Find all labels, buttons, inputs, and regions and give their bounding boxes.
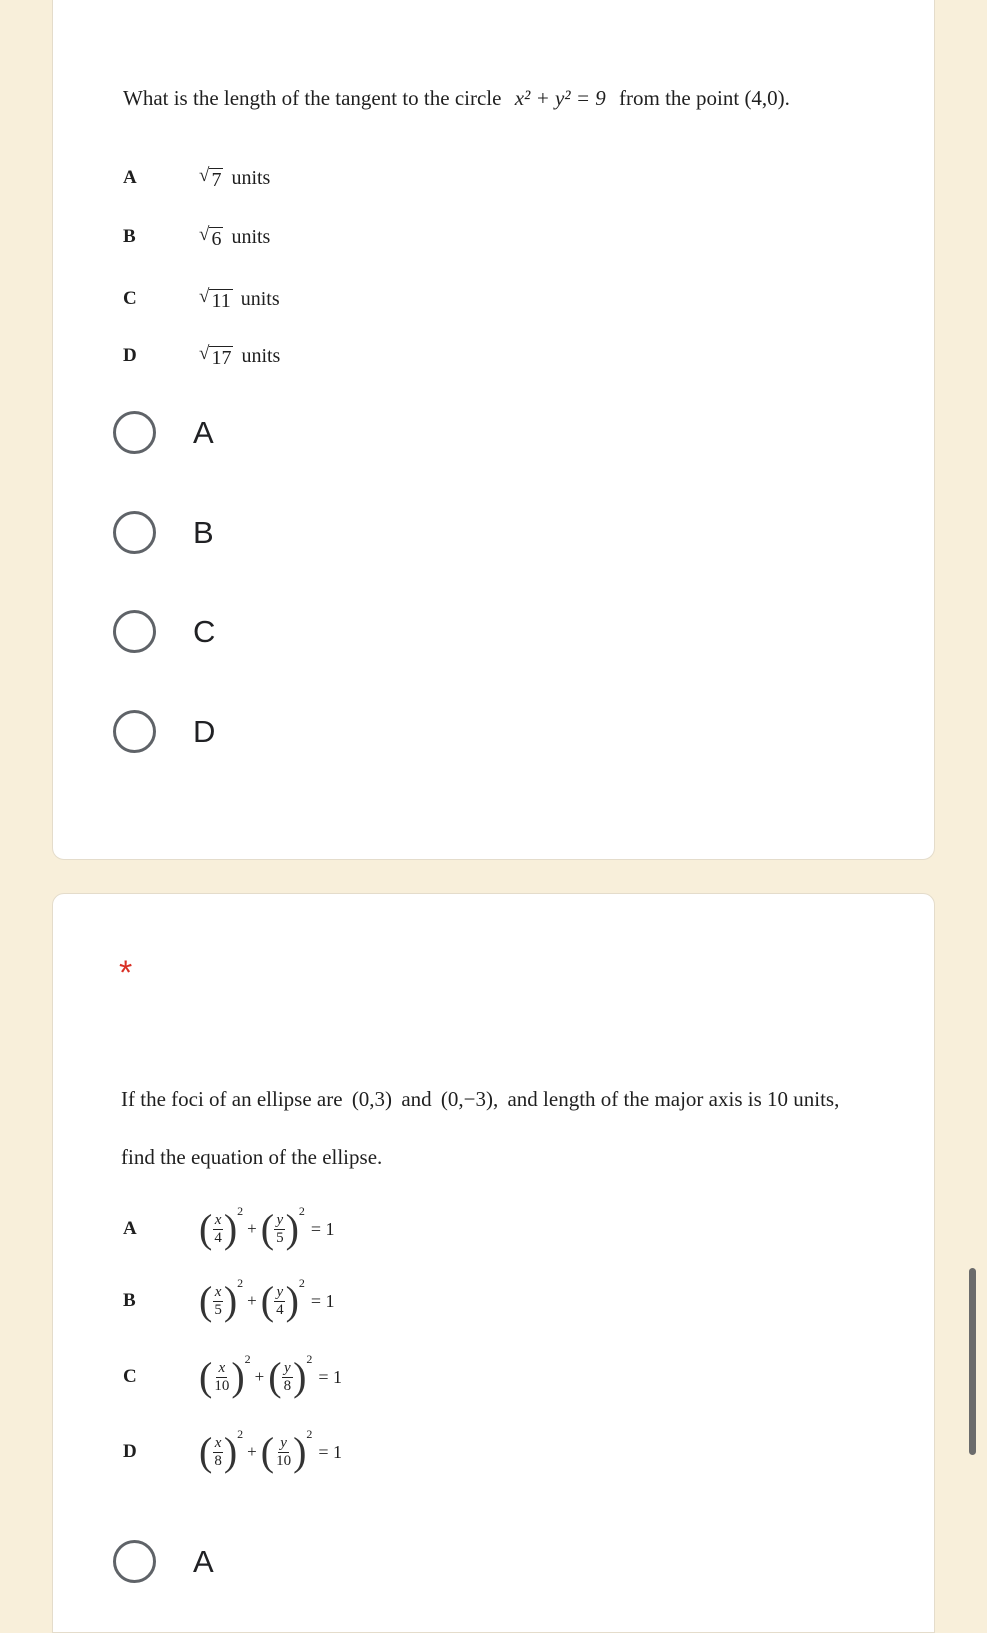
q2-radio-a[interactable] — [113, 1540, 214, 1583]
q2-focus-2: (0,−3), — [440, 1087, 499, 1111]
radio-label: D — [193, 714, 216, 749]
question-2-line-1 — [121, 1087, 839, 1112]
sqrt-expression: √ 6 — [199, 224, 222, 250]
radio-circle[interactable] — [113, 1540, 156, 1583]
question-card-2 — [52, 893, 935, 1633]
q2-option-c — [123, 1350, 342, 1404]
q1-point: (4,0). — [744, 86, 790, 110]
q1-option-b — [123, 217, 270, 257]
radio-label: B — [193, 515, 214, 550]
ellipse-equation: ( $\frac{x}{8}$ ) 2 + ( $\frac{y}{10}$ ) 2 = 1 — [199, 1426, 343, 1474]
radio-circle[interactable] — [113, 511, 156, 554]
q2-text-line2: find the equation of the ellipse. — [121, 1145, 383, 1169]
option-unit: units — [241, 344, 281, 367]
sqrt-expression: √ 7 — [199, 165, 222, 191]
ellipse-equation: ( $\frac{x}{4}$ ) 2 + ( $\frac{y}{5}$ ) 2 = 1 — [199, 1203, 335, 1251]
q2-focus-1: (0,3) — [351, 1087, 393, 1111]
q1-radio-c[interactable] — [113, 610, 216, 653]
radicand: 11 — [211, 290, 231, 312]
q1-option-d — [123, 336, 280, 376]
option-letter: A — [123, 1218, 137, 1239]
scrollbar-thumb[interactable] — [969, 1268, 976, 1455]
ellipse-equation: ( $\frac{x}{10}$ ) 2 + ( $\frac{y}{8}$ ) 2 = 1 — [199, 1351, 343, 1399]
option-letter: D — [123, 345, 137, 366]
radio-label: C — [193, 614, 216, 649]
sqrt-expression: √ 17 — [199, 343, 232, 369]
q1-radio-b[interactable] — [113, 511, 214, 554]
radicand: 7 — [211, 169, 222, 191]
option-letter: D — [123, 1441, 137, 1462]
radio-circle[interactable] — [113, 610, 156, 653]
sqrt-expression: √ 11 — [199, 286, 231, 312]
option-unit: units — [240, 287, 280, 310]
q1-radio-a[interactable] — [113, 411, 214, 454]
option-letter: A — [123, 167, 137, 188]
q2-option-b — [123, 1274, 335, 1328]
radicand: 6 — [211, 228, 222, 250]
q2-text-part2: and length of the major axis is 10 units, — [507, 1087, 840, 1111]
option-letter: B — [123, 226, 136, 247]
q1-text-before: What is the length of the tangent to the circle — [123, 86, 502, 110]
radio-label: A — [193, 415, 214, 450]
q1-equation: x² + y² = 9 — [514, 86, 606, 110]
radio-circle[interactable] — [113, 710, 156, 753]
q1-text-after: from the point — [619, 86, 740, 110]
required-asterisk: * — [119, 954, 133, 992]
option-unit: units — [231, 166, 271, 189]
radio-label: A — [193, 1544, 214, 1579]
option-letter: B — [123, 1290, 136, 1311]
question-1-text — [123, 86, 790, 111]
ellipse-equation: ( $\frac{x}{5}$ ) 2 + ( $\frac{y}{4}$ ) 2 = 1 — [199, 1275, 335, 1323]
option-unit: units — [231, 225, 271, 248]
q1-option-a — [123, 158, 270, 198]
q1-option-c — [123, 279, 280, 319]
question-card-1 — [52, 0, 935, 860]
q1-radio-d[interactable] — [113, 710, 216, 753]
q2-option-a — [123, 1202, 335, 1256]
radicand: 17 — [211, 347, 232, 369]
q2-and: and — [401, 1087, 432, 1111]
radio-circle[interactable] — [113, 411, 156, 454]
q2-text-part1: If the foci of an ellipse are — [121, 1087, 343, 1111]
q2-option-d — [123, 1425, 342, 1479]
option-letter: C — [123, 1366, 137, 1387]
option-letter: C — [123, 288, 137, 309]
question-2-line-2 — [121, 1145, 382, 1170]
